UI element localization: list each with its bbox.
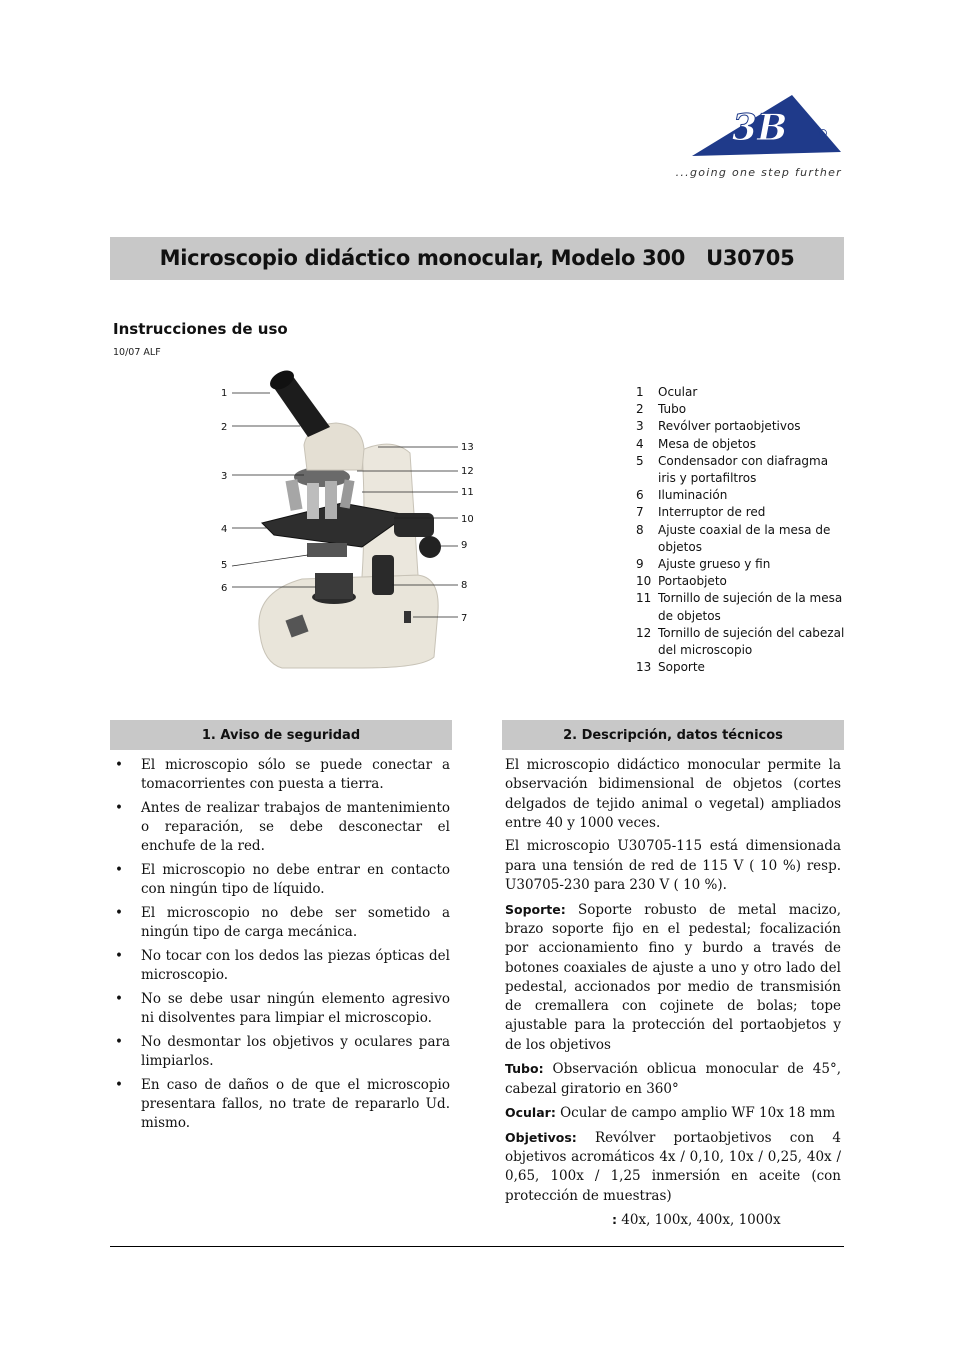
magnification-paragraph: : 40x, 100x, 400x, 1000x: [612, 1212, 781, 1229]
safety-list: [110, 756, 450, 1138]
part-item: 2 Tubo: [636, 402, 687, 417]
callout-12: 12: [461, 466, 474, 477]
callout-5: 5: [221, 560, 228, 571]
callout-8: 8: [461, 580, 468, 591]
list-item: • No desmontar los objetivos y oculares para limpiarlos.: [115, 1033, 450, 1069]
list-item: • El microscopio no debe entrar en contacto con ningún tipo de líquido.: [115, 862, 450, 898]
svg-text:3B: 3B: [732, 107, 788, 149]
document-title: Microscopio didáctico monocular, Modelo 300 U30705: [159, 246, 795, 270]
voltage-paragraph: El microscopio U30705-115 está dimensionada para una tensión de red de 115 V ( 10 %) resp. U30705-230 para 230 V ( 10 %).: [505, 838, 841, 894]
callout-3: 3: [221, 471, 228, 482]
callout-10: 10: [461, 514, 474, 525]
callout-7: 7: [461, 613, 468, 624]
callout-11: 11: [461, 487, 474, 498]
document-subtitle: Instrucciones de uso: [113, 320, 288, 338]
section-heading-description: 2. Descripción, datos técnicos: [502, 720, 844, 750]
list-item: • No se debe usar ningún elemento agresivo ni disolventes para limpiar el microscopio.: [115, 990, 450, 1027]
callout-4: 4: [221, 524, 228, 535]
part-item: 12 Tornillo de sujeción del cabezal del microscopio: [636, 625, 845, 658]
part-item: 10 Portaobjeto: [636, 574, 727, 589]
footer-divider: [110, 1246, 844, 1247]
objetivos-paragraph: Objetivos: Revólver portaobjetivos con 4 objetivos acromáticos 4x / 0,10, 10x / 0,25, 40x / 0,65, 100x / 1,25 inmersión en aceite (con protección de muestras): [505, 1129, 841, 1204]
list-item: • No tocar con los dedos las piezas ópticas del microscopio.: [115, 947, 450, 984]
section-heading-safety: 1. Aviso de seguridad: [110, 720, 452, 750]
callout-9: 9: [461, 540, 468, 551]
part-item: 5 Condensador con diafragma iris y portafiltros: [636, 453, 829, 486]
intro-paragraph: El microscopio didáctico monocular permite la observación bidimensional de objetos (cortes delgados de tejido animal o vegetal) ampliados entre 40 y 1000 veces.: [505, 757, 841, 831]
ocular-paragraph: Ocular: Ocular de campo amplio WF 10x 18 mm: [505, 1105, 836, 1122]
part-item: 7 Interruptor de red: [636, 505, 766, 520]
description-text: [505, 756, 841, 1235]
part-item: 6 Iluminación: [636, 488, 728, 503]
microscope-figure: [212, 365, 480, 693]
tubo-paragraph: Tubo: Observación oblicua monocular de 45°, cabezal giratorio en 360°: [505, 1061, 841, 1097]
callout-2: 2: [221, 422, 228, 433]
logo-tagline: ...going one step further: [675, 166, 842, 179]
callout-6: 6: [221, 583, 228, 594]
list-item: • El microscopio no debe ser sometido a ningún tipo de carga mecánica.: [115, 904, 450, 941]
part-item: 13 Soporte: [636, 660, 705, 675]
callout-1: 1: [221, 388, 228, 399]
date-code: 10/07 ALF: [113, 347, 161, 358]
list-item: • Antes de realizar trabajos de mantenimiento o reparación, se debe desconectar el enchufe de la red.: [115, 799, 450, 855]
callout-13: 13: [461, 442, 474, 453]
list-item: • El microscopio sólo se puede conectar a tomacorrientes con puesta a tierra.: [115, 757, 450, 793]
part-item: 8 Ajuste coaxial de la mesa de objetos: [636, 522, 831, 554]
part-item: 9 Ajuste grueso y fin: [636, 557, 771, 572]
part-item: 4 Mesa de objetos: [636, 436, 756, 451]
part-item: 11 Tornillo de sujeción de la mesa de objetos: [636, 591, 843, 623]
parts-list: [636, 384, 846, 676]
part-item: 3 Revólver portaobjetivos: [636, 419, 801, 434]
part-item: 1 Ocular: [636, 385, 698, 399]
soporte-paragraph: Soporte: Soporte robusto de metal macizo, brazo soporte fijo en el pedestal; focalización por accionamiento fino y burdo a través de botones coaxiales de ajuste a uno y otro lado del pedestal, accionados por medio de transmisión de cremallera con cojinete de bolas; tope ajustable para la protección del portaobjetos y de los objetivos: [505, 901, 841, 1053]
list-item: • En caso de daños o de que el microscopio presentara fallos, no trate de repararlo Ud. mismo.: [115, 1076, 450, 1132]
